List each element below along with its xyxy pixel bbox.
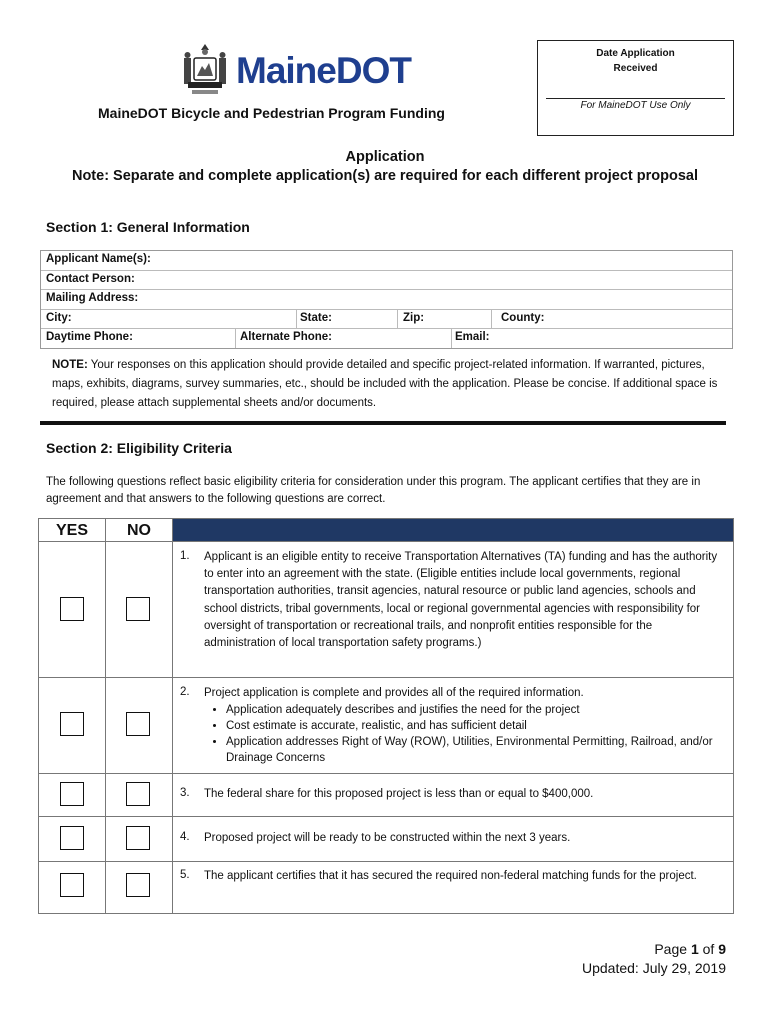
q3-yes-checkbox[interactable] [60, 782, 84, 806]
applicant-name-label: Applicant Name(s): [46, 253, 151, 265]
section1-title: Section 1: General Information [46, 219, 250, 235]
date-received-line[interactable] [546, 98, 725, 99]
updated-date: Updated: July 29, 2019 [582, 960, 726, 976]
program-title: MaineDOT Bicycle and Pedestrian Program Funding [98, 105, 445, 121]
q4-number: 4. [180, 831, 190, 843]
alternate-phone-label: Alternate Phone: [240, 331, 333, 343]
county-label: County: [501, 311, 545, 324]
section2-title: Section 2: Eligibility Criteria [46, 440, 232, 456]
q5-yes-checkbox[interactable] [60, 873, 84, 897]
city-row[interactable] [41, 310, 732, 330]
yes-column-header: YES [55, 522, 88, 539]
mailing-row[interactable] [41, 290, 732, 310]
q2-bullet: • Application adequately describes and justifies the need for the project [226, 702, 724, 718]
q2-bullet-list [204, 702, 724, 766]
q3-number: 3. [180, 787, 190, 799]
q1-yes-checkbox[interactable] [60, 597, 84, 621]
q3-text: The federal share for this proposed project is less than or equal to $400,000. [204, 788, 594, 800]
q3-no-checkbox[interactable] [126, 782, 150, 806]
note-text: Your responses on this application should provide detailed and specific project-related information. If warranted, pictures, maps, exhibits, diagrams, survey summaries, etc., should be included with the application. Please be concise. If additional space is required, please attach supplemental sheets and/or documents. [52, 359, 718, 409]
q4-yes-checkbox[interactable] [60, 826, 84, 850]
q2-bullet: • Application addresses Right of Way (ROW), Utilities, Environmental Permitting, Railroad, and/or Drainage Concerns [226, 734, 724, 766]
application-heading: Application Note: Separate and complete application(s) are required for each different project proposal [71, 149, 699, 184]
q1-text: Applicant is an eligible entity to receive Transportation Alternatives (TA) funding and has the authority to enter into an agreement with the state. (Eligible entities include local governments, regional transportation authorities, transit agencies, natural resource or public land agencies, schools and school districts, tribal governments, local or regional governmental agencies with responsibility for oversight of transportation or recreational trails, and nonprofit entities responsible for the administration of local transportation safety programs.) [204, 551, 718, 650]
email-label: Email: [455, 331, 490, 343]
logo-wordmark: MaineDOT [236, 50, 411, 91]
office-use-note: For MaineDOT Use Only [580, 100, 691, 111]
q5-text: The applicant certifies that it has secured the required non-federal matching funds for the project. [204, 870, 697, 882]
q2-no-checkbox[interactable] [126, 712, 150, 736]
city-label: City: [46, 311, 72, 324]
q2-number: 2. [180, 686, 190, 698]
q4-text: Proposed project will be ready to be constructed within the next 3 years. [204, 832, 571, 844]
date-received-label: Date Application Received [596, 48, 675, 74]
q5-no-checkbox[interactable] [126, 873, 150, 897]
eligibility-table [38, 518, 734, 914]
no-column-header: NO [127, 522, 151, 539]
header-band [172, 519, 733, 541]
daytime-phone-label: Daytime Phone: [46, 331, 133, 343]
q2-bullet: • Cost estimate is accurate, realistic, and has sufficient detail [226, 718, 724, 734]
applicant-row[interactable] [41, 251, 732, 271]
note-label: NOTE: [52, 359, 88, 371]
q1-number: 1. [180, 550, 190, 562]
q1-no-checkbox[interactable] [126, 597, 150, 621]
contact-row[interactable] [41, 271, 732, 291]
q2-text: Project application is complete and provides all of the required information. [204, 687, 584, 699]
contact-person-label: Contact Person: [46, 272, 135, 285]
general-info-table [40, 250, 733, 349]
state-seal-icon [180, 42, 230, 98]
q2-yes-checkbox[interactable] [60, 712, 84, 736]
section-divider [40, 421, 726, 425]
zip-label: Zip: [403, 311, 425, 324]
q2-block [204, 685, 724, 766]
section1-note [52, 356, 722, 413]
section2-intro: The following questions reflect basic eligibility criteria for consideration under this program. The applicant certifies that they are in agreement and that answers to the following questions are correct. [46, 476, 701, 505]
phone-row[interactable] [41, 329, 732, 348]
mailing-address-label: Mailing Address: [46, 292, 139, 304]
state-label: State: [300, 311, 332, 324]
page-number: Page 1 of 9 [654, 941, 726, 957]
office-use-box [537, 40, 734, 136]
q5-number: 5. [180, 869, 190, 881]
mainedot-logo [180, 42, 411, 98]
q4-no-checkbox[interactable] [126, 826, 150, 850]
